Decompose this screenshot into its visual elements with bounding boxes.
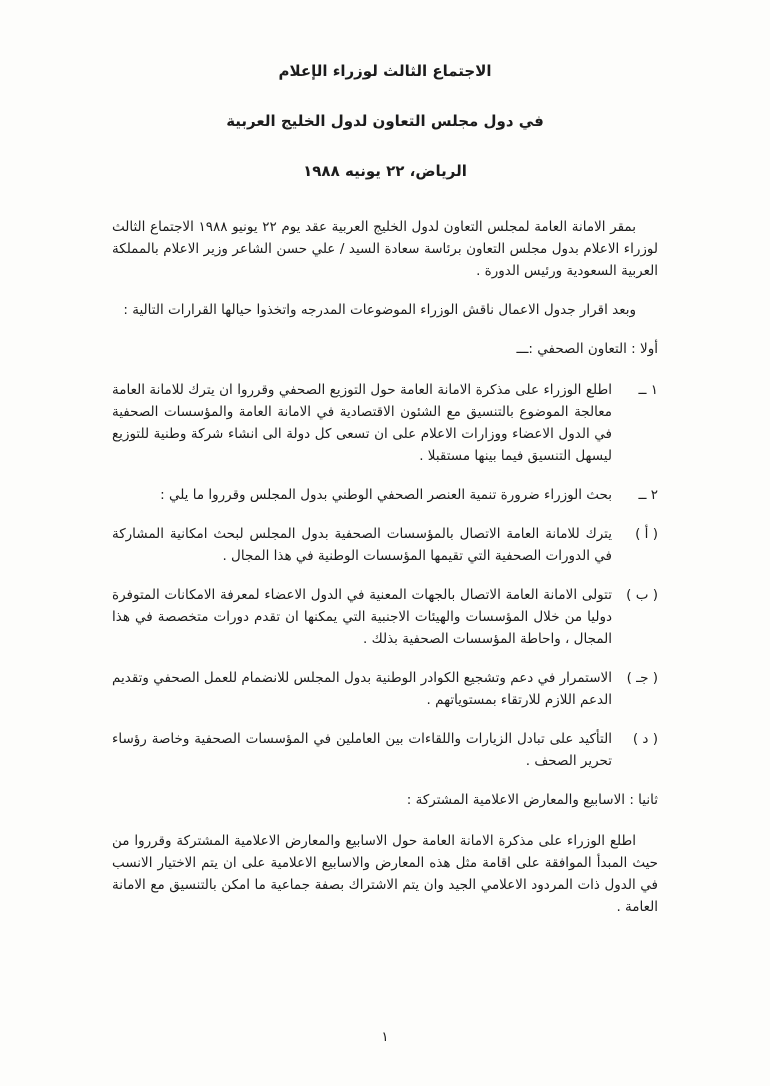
agenda-paragraph: وبعد اقرار جدول الاعمال ناقش الوزراء الموضوعات المدرجه واتخذوا حيالها القرارات التالية : [123,302,636,318]
item-a-text: يترك للامانة العامة الاتصال بالمؤسسات الصحفية بدول المجلس لبحث امكانية المشاركة في الدورات الصحفية التي تقيمها المؤسسات الوطنية في هذا المجال . [112,526,612,564]
section-two-heading: ثانيا : الاسابيع والمعارض الاعلامية المشتركة : [406,792,658,808]
lettered-item-jeem [112,667,658,711]
item-dal-text: التأكيد على تبادل الزيارات واللقاءات بين العاملين في المؤسسات الصحفية وخاصة رؤساء تحرير الصحف . [112,731,612,769]
document-title-line-1: الاجتماع الثالث لوزراء الإعلام [278,62,492,80]
intro-paragraph: بمقر الامانة العامة لمجلس التعاون لدول الخليج العربية عقد يوم ٢٢ يونيو ١٩٨٨ الاجتماع الثالث لوزراء الاعلام بدول مجلس التعاون برئاسة سعادة السيد / علي حسن الشاعر وزير الاعلام بالمملكة العربية السعودية ورئيس الدورة . [112,219,658,279]
section-two-paragraph: اطلع الوزراء على مذكرة الامانة العامة حول الاسابيع والمعارض الاعلامية المشتركة وقرروا من حيث المبدأ الموافقة على اقامة مثل هذه المعارض والاسابيع الاعلامية على ان يتم الاختيار الانسب في الدول ذات المردود الاعلامي الجيد وان يتم الاشتراك بصفة جماعية ما امكن بالتنسيق مع الامانة العامة . [112,833,658,915]
item-b-text: تتولى الامانة العامة الاتصال بالجهات المعنية في الدول الاعضاء لمعرفة الامكانات المتوفرة دوليا من خلال المؤسسات والهيئات الاجنبية التي يمكنها ان تقدم دورات متخصصة في هذا المجال ، واحاطة المؤسسات الصحفية بذلك . [112,587,612,647]
item-dal-marker: ( د ) [632,731,658,747]
document-header [112,60,658,182]
document-title-line-2: في دول مجلس التعاون لدول الخليج العربية [226,112,544,130]
section-one-heading: أولا : التعاون الصحفي :ـــ [516,341,658,357]
numbered-item-1 [112,379,658,467]
item-jeem-marker: ( جـ ) [626,670,658,686]
item-jeem-text: الاستمرار في دعم وتشجيع الكوادر الوطنية بدول المجلس للانضمام للعمل الصحفي وتقديم الدعم اللازم للارتقاء بمستوياتهم . [112,670,612,708]
item-2-text: بحث الوزراء ضرورة تنمية العنصر الصحفي الوطني بدول المجلس وقرروا ما يلي : [160,487,612,503]
lettered-item-a [112,523,658,567]
lettered-item-b [112,584,658,650]
item-a-marker: ( أ ) [635,526,658,542]
item-2-marker: ٢ ــ [638,487,658,503]
item-1-text: اطلع الوزراء على مذكرة الامانة العامة حول التوزيع الصحفي وقرروا ان يترك للامانة العامة معالجة الموضوع بالتنسيق مع الشئون الاقتصادية في الامانة العامة والمؤسسات الصحفية في الدول الاعضاء ووزارات الاعلام على ان تسعى كل دولة الى انشاء شركة وطنية للتوزيع ليسهل التنسيق فيما بينها مستقبلا . [112,382,612,464]
item-1-marker: ١ ــ [638,382,658,398]
page-number: ١ [381,1029,389,1045]
document-title-line-3: الرياض، ٢٢ يونيه ١٩٨٨ [303,162,467,180]
lettered-item-dal [112,728,658,772]
numbered-item-2 [112,484,658,506]
item-b-marker: ( ب ) [626,587,658,603]
